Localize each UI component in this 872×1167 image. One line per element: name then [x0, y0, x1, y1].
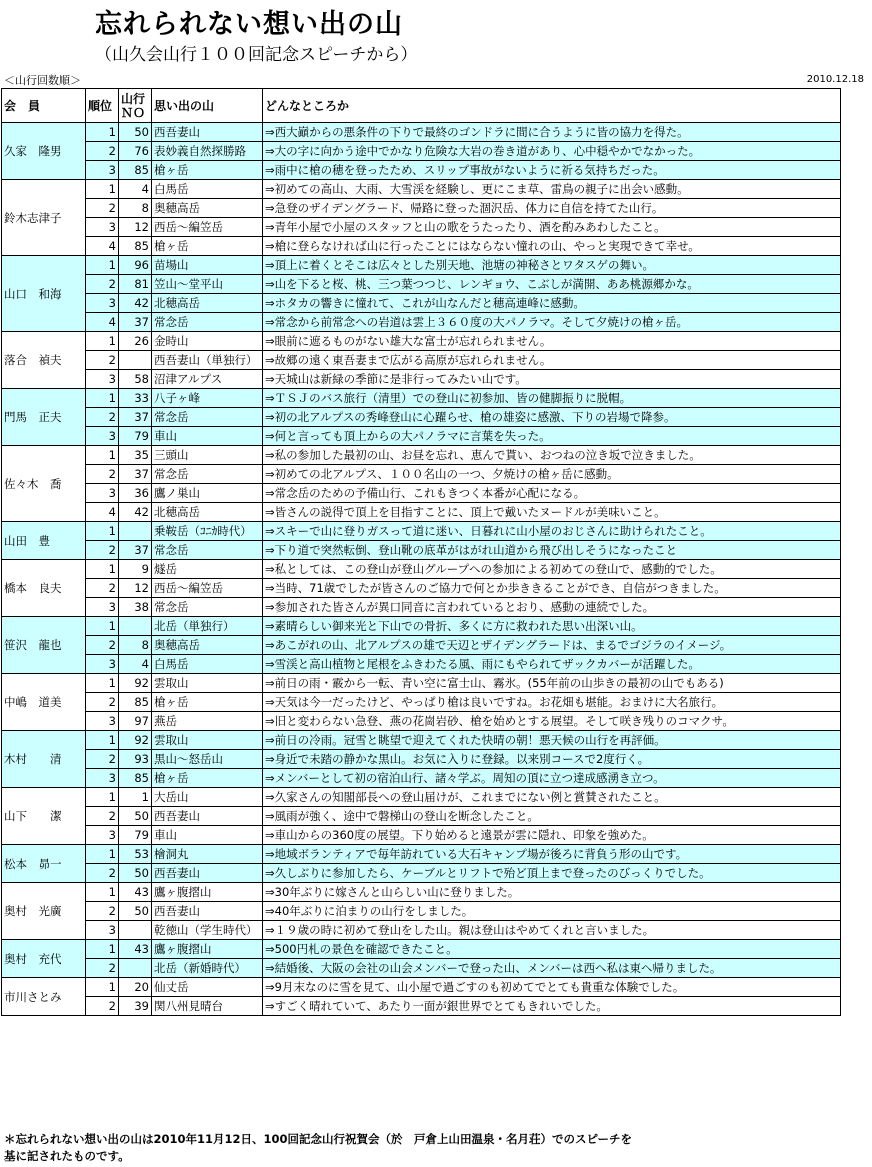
table-row	[2, 427, 841, 446]
trip-no-cell: 1	[119, 788, 152, 807]
table-row	[2, 465, 841, 484]
mountain-cell: 槍ヶ岳	[152, 161, 263, 180]
mountain-cell: 仙丈岳	[152, 978, 263, 997]
member-name: 山田 豊	[2, 522, 86, 560]
trip-no-cell: 81	[119, 275, 152, 294]
member-name: 鈴木志津子	[2, 180, 86, 256]
trip-no-cell	[119, 522, 152, 541]
table-row	[2, 940, 841, 959]
mountain-cell: 西岳～編笠岳	[152, 579, 263, 598]
mountain-cell: 乗鞍岳（ｺﾆｶ時代）	[152, 522, 263, 541]
trip-no-cell: 8	[119, 199, 152, 218]
mountain-cell: 大岳山	[152, 788, 263, 807]
rank-cell: 3	[86, 370, 119, 389]
description-cell: ⇒何と言っても頂上からの大パノラマに言葉を失った。	[263, 427, 841, 446]
footnote	[4, 1131, 632, 1165]
table-row	[2, 351, 841, 370]
description-cell: ⇒風雨が強く、途中で磐梯山の登山を断念したこと。	[263, 807, 841, 826]
table-row	[2, 237, 841, 256]
rank-cell: 2	[86, 351, 119, 370]
trip-no-cell: 85	[119, 237, 152, 256]
trip-no-cell: 53	[119, 845, 152, 864]
description-cell: ⇒車山からの360度の展望。下り始めると遠景が雲に隠れ、印象を強めた。	[263, 826, 841, 845]
trip-no-cell: 85	[119, 161, 152, 180]
description-cell: ⇒ホタカの響きに憧れて、これが山なんだと穂高連峰に感動。	[263, 294, 841, 313]
mountain-cell: 鷹ヶ腹摺山	[152, 940, 263, 959]
memories-table	[1, 88, 841, 1016]
rank-cell: 1	[86, 123, 119, 142]
trip-no-cell: 76	[119, 142, 152, 161]
trip-no-cell: 85	[119, 693, 152, 712]
table-row	[2, 750, 841, 769]
description-cell: ⇒初めての北アルプス、１００名山の一つ、夕焼けの槍ヶ岳に感動。	[263, 465, 841, 484]
trip-no-cell	[119, 351, 152, 370]
table-body	[2, 123, 841, 1016]
table-row	[2, 294, 841, 313]
table-row	[2, 617, 841, 636]
header-trip-no: 山行 ＮＯ	[119, 89, 152, 123]
table-row	[2, 845, 841, 864]
mountain-cell: 常念岳	[152, 465, 263, 484]
mountain-cell: 雲取山	[152, 731, 263, 750]
rank-cell: 2	[86, 636, 119, 655]
rank-cell: 1	[86, 731, 119, 750]
trip-no-cell: 37	[119, 465, 152, 484]
description-cell: ⇒地域ボランティアで毎年訪れている大石キャンプ場が後ろに背負う形の山です。	[263, 845, 841, 864]
description-cell: ⇒久しぶりに参加したら、ケーブルとリフトで殆ど頂上まで登ったのびっくりでした。	[263, 864, 841, 883]
description-cell: ⇒私の参加した最初の山、お昼を忘れ、恵んで貰い、おつねの泣き坂で泣きました。	[263, 446, 841, 465]
rank-cell: 1	[86, 522, 119, 541]
mountain-cell: 白馬岳	[152, 655, 263, 674]
table-row	[2, 807, 841, 826]
description-cell: ⇒9月末なのに雪を見て、山小屋で過ごすのも初めてでとても貴重な体験でした。	[263, 978, 841, 997]
rank-cell: 1	[86, 883, 119, 902]
table-row	[2, 579, 841, 598]
rank-cell: 2	[86, 693, 119, 712]
page-title: 忘れられない想い出の山	[95, 9, 403, 40]
table-row	[2, 731, 841, 750]
mountain-cell: 苗場山	[152, 256, 263, 275]
footnote-line-1: ＊忘れられない想い出の山は2010年11月12日、100回記念山行祝賀会（於 戸倉上山田温泉・名月荘）でのスピーチを	[4, 1132, 633, 1146]
trip-no-cell: 97	[119, 712, 152, 731]
trip-no-cell: 92	[119, 731, 152, 750]
member-name: 市川さとみ	[2, 978, 86, 1016]
trip-no-cell: 42	[119, 294, 152, 313]
table-row	[2, 921, 841, 940]
trip-no-cell: 26	[119, 332, 152, 351]
description-cell: ⇒結婚後、大阪の会社の山会メンバーで登った山、メンバーは西へ私は東へ帰りました。	[263, 959, 841, 978]
trip-no-cell: 35	[119, 446, 152, 465]
table-row	[2, 693, 841, 712]
member-name: 奥村 充代	[2, 940, 86, 978]
trip-no-cell: 38	[119, 598, 152, 617]
mountain-cell: 北岳（単独行）	[152, 617, 263, 636]
description-cell: ⇒40年ぶりに泊まりの山行をしました。	[263, 902, 841, 921]
mountain-cell: 槍ヶ岳	[152, 693, 263, 712]
rank-cell: 2	[86, 864, 119, 883]
page-subtitle: （山久会山行１００回記念スピーチから）	[95, 45, 418, 65]
rank-cell: 2	[86, 465, 119, 484]
member-name: 久家 隆男	[2, 123, 86, 180]
table-row	[2, 218, 841, 237]
description-cell: ⇒１９歳の時に初めて登山をした山。親は登山はやめてくれと言いました。	[263, 921, 841, 940]
mountain-cell: 燕岳	[152, 712, 263, 731]
trip-no-cell: 96	[119, 256, 152, 275]
rank-cell: 1	[86, 332, 119, 351]
description-cell: ⇒青年小屋で小屋のスタッフと山の歌をうたったり、酒を酌みあわしたこと。	[263, 218, 841, 237]
mountain-cell: 表妙義自然探勝路	[152, 142, 263, 161]
mountain-cell: 北岳（新婚時代）	[152, 959, 263, 978]
description-cell: ⇒500円札の景色を確認できたこと。	[263, 940, 841, 959]
header-description: どんなところか	[263, 89, 841, 123]
description-cell: ⇒雪渓と高山植物と尾根をふきわたる風、雨にもやられてザックカバーが活躍した。	[263, 655, 841, 674]
mountain-cell: 西吾妻山（単独行）	[152, 351, 263, 370]
rank-cell: 2	[86, 807, 119, 826]
description-cell: ⇒素晴らしい御来光と下山での骨折、多くに方に救われた思い出深い山。	[263, 617, 841, 636]
description-cell: ⇒旧と変わらない急登、燕の花崗岩砂、槍を始めとする展望。そして咲き残りのコマクサ。	[263, 712, 841, 731]
table-row	[2, 256, 841, 275]
description-cell: ⇒大の字に向かう途中でかなり危険な大岩の巻き道があり、心中穏やかでなかった。	[263, 142, 841, 161]
mountain-cell: 西吾妻山	[152, 864, 263, 883]
rank-cell: 2	[86, 997, 119, 1016]
table-row	[2, 446, 841, 465]
trip-no-cell: 8	[119, 636, 152, 655]
trip-no-cell	[119, 959, 152, 978]
trip-no-cell: 50	[119, 807, 152, 826]
table-row	[2, 674, 841, 693]
trip-no-cell: 9	[119, 560, 152, 579]
table-row	[2, 370, 841, 389]
description-cell: ⇒天気は今一だったけど、やっぱり槍は良いですね。お花畑も堪能。おまけに大名旅行。	[263, 693, 841, 712]
rank-cell: 4	[86, 237, 119, 256]
rank-cell: 1	[86, 940, 119, 959]
description-cell: ⇒当時、71歳でしたが皆さんのご協力で何とか歩ききることができ、自信がつきました。	[263, 579, 841, 598]
table-row	[2, 161, 841, 180]
description-cell: ⇒前日の冷雨。冠雪と眺望で迎えてくれた快晴の朝！悪天候の山行を再評価。	[263, 731, 841, 750]
trip-no-cell: 4	[119, 655, 152, 674]
rank-cell: 2	[86, 902, 119, 921]
rank-cell: 4	[86, 313, 119, 332]
description-cell: ⇒下り道で突然転倒、登山靴の底革がはがれ山道から飛び出しそうになったこと	[263, 541, 841, 560]
mountain-cell: 車山	[152, 427, 263, 446]
mountain-cell: 奥穂高岳	[152, 636, 263, 655]
description-cell: ⇒槍に登らなければ山に行ったことにはならない憧れの山、やっと実現できて幸せ。	[263, 237, 841, 256]
trip-no-cell: 20	[119, 978, 152, 997]
rank-cell: 1	[86, 180, 119, 199]
description-cell: ⇒頂上に着くとそこは広々とした別天地、池塘の神秘さとワタスゲの舞い。	[263, 256, 841, 275]
table-row	[2, 560, 841, 579]
description-cell: ⇒皆さんの説得で頂上を目指すことに、頂上で戴いたヌードルが美味いこと。	[263, 503, 841, 522]
table-row	[2, 199, 841, 218]
description-cell: ⇒天城山は新緑の季節に是非行ってみたい山です。	[263, 370, 841, 389]
member-name: 山口 和海	[2, 256, 86, 332]
description-cell: ⇒30年ぶりに嫁さんと山らしい山に登りました。	[263, 883, 841, 902]
table-row	[2, 598, 841, 617]
rank-cell: 2	[86, 142, 119, 161]
table-row	[2, 788, 841, 807]
trip-no-cell: 43	[119, 940, 152, 959]
rank-cell: 2	[86, 275, 119, 294]
footnote-line-2: 基に記されたものです。	[4, 1149, 130, 1163]
rank-cell: 3	[86, 921, 119, 940]
mountain-cell: 八子ヶ峰	[152, 389, 263, 408]
member-name: 門馬 正夫	[2, 389, 86, 446]
description-cell: ⇒常念岳のための予備山行、これもきつく本番が心配になる。	[263, 484, 841, 503]
member-name: 山下 潔	[2, 788, 86, 845]
trip-no-cell: 79	[119, 427, 152, 446]
trip-no-cell: 37	[119, 408, 152, 427]
mountain-cell: 関八州見晴台	[152, 997, 263, 1016]
trip-no-cell: 37	[119, 313, 152, 332]
mountain-cell: 常念岳	[152, 598, 263, 617]
description-cell: ⇒雨中に槍の穂を登ったため、スリップ事故がないように祈る気持ちだった。	[263, 161, 841, 180]
rank-cell: 1	[86, 389, 119, 408]
description-cell: ⇒西大巓からの悪条件の下りで最終のゴンドラに間に合うように皆の協力を得た。	[263, 123, 841, 142]
mountain-cell: 北穂高岳	[152, 294, 263, 313]
rank-cell: 3	[86, 218, 119, 237]
date-label: 2010.12.18	[806, 74, 864, 85]
trip-no-cell: 39	[119, 997, 152, 1016]
rank-cell: 4	[86, 503, 119, 522]
mountain-cell: 三頭山	[152, 446, 263, 465]
rank-cell: 2	[86, 541, 119, 560]
table-row	[2, 123, 841, 142]
table-row	[2, 503, 841, 522]
trip-no-cell: 85	[119, 769, 152, 788]
table-row	[2, 826, 841, 845]
mountain-cell: 常念岳	[152, 541, 263, 560]
order-note: ＜山行回数順＞	[4, 74, 81, 87]
description-cell: ⇒前日の雨・霰から一転、青い空に富士山、霧氷。(55年前の山歩きの最初の山でもある)	[263, 674, 841, 693]
table-row	[2, 313, 841, 332]
mountain-cell: 常念岳	[152, 408, 263, 427]
table-row	[2, 883, 841, 902]
member-name: 奥村 光廣	[2, 883, 86, 940]
rank-cell: 1	[86, 845, 119, 864]
mountain-cell: 車山	[152, 826, 263, 845]
description-cell: ⇒参加された皆さんが異口同音に言われているとおり、感動の連続でした。	[263, 598, 841, 617]
table-row	[2, 484, 841, 503]
rank-cell: 1	[86, 674, 119, 693]
rank-cell: 3	[86, 769, 119, 788]
trip-no-cell: 92	[119, 674, 152, 693]
description-cell: ⇒久家さんの知閣部長への登山届けが、これまでにない例と賞賛されたこと。	[263, 788, 841, 807]
description-cell: ⇒メンバーとして初の宿泊山行、諸々学ぶ。周知の頂に立つ達成感湧き立つ。	[263, 769, 841, 788]
rank-cell: 3	[86, 598, 119, 617]
table-row	[2, 275, 841, 294]
mountain-cell: 黒山～怒岳山	[152, 750, 263, 769]
trip-no-cell: 42	[119, 503, 152, 522]
trip-no-cell: 12	[119, 579, 152, 598]
rank-cell: 1	[86, 788, 119, 807]
member-name: 笹沢 龍也	[2, 617, 86, 674]
member-name: 佐々木 喬	[2, 446, 86, 522]
rank-cell: 3	[86, 294, 119, 313]
table-row	[2, 978, 841, 997]
table-row	[2, 769, 841, 788]
mountain-cell: 槍ヶ岳	[152, 769, 263, 788]
mountain-cell: 常念岳	[152, 313, 263, 332]
mountain-cell: 笠山～堂平山	[152, 275, 263, 294]
description-cell: ⇒ＴＳＪのバス旅行（清里）での登山に初参加、皆の健脚振りに脱帽。	[263, 389, 841, 408]
description-cell: ⇒急登のザイデングラード、帰路に登った涸沢岳、体力に自信を持てた山行。	[263, 199, 841, 218]
table-row	[2, 959, 841, 978]
description-cell: ⇒初めての高山、大雨、大雪渓を経験し、更にこま草、雷鳥の親子に出会い感動。	[263, 180, 841, 199]
rank-cell: 2	[86, 408, 119, 427]
mountain-cell: 沼津アルプス	[152, 370, 263, 389]
mountain-cell: 鷹ノ巣山	[152, 484, 263, 503]
trip-no-cell: 33	[119, 389, 152, 408]
trip-no-cell: 50	[119, 902, 152, 921]
rank-cell: 2	[86, 199, 119, 218]
rank-cell: 3	[86, 161, 119, 180]
description-cell: ⇒すごく晴れていて、あたり一面が銀世界でとてもきれいでした。	[263, 997, 841, 1016]
header-row	[2, 89, 841, 123]
trip-no-cell: 36	[119, 484, 152, 503]
table-row	[2, 541, 841, 560]
description-cell: ⇒初の北アルプスの秀峰登山に心躍らせ、槍の雄姿に感激、下りの岩場で降参。	[263, 408, 841, 427]
trip-no-cell	[119, 617, 152, 636]
table-row	[2, 522, 841, 541]
mountain-cell: 雲取山	[152, 674, 263, 693]
rank-cell: 2	[86, 750, 119, 769]
mountain-cell: 鷹ヶ腹摺山	[152, 883, 263, 902]
rank-cell: 3	[86, 655, 119, 674]
member-name: 中嶋 道美	[2, 674, 86, 731]
member-name: 落合 禎夫	[2, 332, 86, 389]
trip-no-cell	[119, 921, 152, 940]
table-row	[2, 864, 841, 883]
header-mountain: 思い出の山	[152, 89, 263, 123]
rank-cell: 1	[86, 446, 119, 465]
trip-no-cell: 43	[119, 883, 152, 902]
mountain-cell: 北穂高岳	[152, 503, 263, 522]
trip-no-cell: 79	[119, 826, 152, 845]
description-cell: ⇒眼前に遮るものがない雄大な富士が忘れられません。	[263, 332, 841, 351]
rank-cell: 2	[86, 959, 119, 978]
table-row	[2, 389, 841, 408]
rank-cell: 1	[86, 560, 119, 579]
mountain-cell: 槍ヶ岳	[152, 237, 263, 256]
description-cell: ⇒山を下ると桜、桃、三つ葉つつじ、レンギョウ、こぶしが満開、ああ桃源郷かな。	[263, 275, 841, 294]
rank-cell: 3	[86, 712, 119, 731]
mountain-cell: 乾徳山（学生時代）	[152, 921, 263, 940]
rank-cell: 3	[86, 427, 119, 446]
mountain-cell: 奥穂高岳	[152, 199, 263, 218]
description-cell: ⇒身近で未踏の静かな黒山。お気に入りに登録。以来別コースで2度行く。	[263, 750, 841, 769]
rank-cell: 1	[86, 256, 119, 275]
table-row	[2, 655, 841, 674]
trip-no-cell: 4	[119, 180, 152, 199]
trip-no-cell: 50	[119, 123, 152, 142]
table-row	[2, 636, 841, 655]
mountain-cell: 白馬岳	[152, 180, 263, 199]
table-row	[2, 332, 841, 351]
description-cell: ⇒あこがれの山、北アルプスの雄で天辺とザイデングラードは、まるでゴジラのイメージ。	[263, 636, 841, 655]
table-row	[2, 902, 841, 921]
table-row	[2, 997, 841, 1016]
mountain-cell: 西岳～編笠岳	[152, 218, 263, 237]
header-member: 会 員	[2, 89, 86, 123]
trip-no-cell: 58	[119, 370, 152, 389]
mountain-cell: 西吾妻山	[152, 902, 263, 921]
description-cell: ⇒私としては、この登山が登山グループへの参加による初めての登山で、感動的でした。	[263, 560, 841, 579]
rank-cell: 1	[86, 617, 119, 636]
rank-cell: 2	[86, 579, 119, 598]
table-row	[2, 142, 841, 161]
table-row	[2, 408, 841, 427]
rank-cell: 3	[86, 826, 119, 845]
member-name: 木村 清	[2, 731, 86, 788]
mountain-cell: 西吾妻山	[152, 807, 263, 826]
table-row	[2, 712, 841, 731]
mountain-cell: 檜洞丸	[152, 845, 263, 864]
rank-cell: 3	[86, 484, 119, 503]
table-row	[2, 180, 841, 199]
trip-no-cell: 50	[119, 864, 152, 883]
description-cell: ⇒スキーで山に登りガスって道に迷い、日暮れに山小屋のおじさんに助けられたこと。	[263, 522, 841, 541]
trip-no-cell: 37	[119, 541, 152, 560]
mountain-cell: 西吾妻山	[152, 123, 263, 142]
description-cell: ⇒故郷の遠く東吾妻まで広がる高原が忘れられません。	[263, 351, 841, 370]
header-rank: 順位	[86, 89, 119, 123]
mountain-cell: 金時山	[152, 332, 263, 351]
mountain-cell: 燧岳	[152, 560, 263, 579]
member-name: 松本 昴一	[2, 845, 86, 883]
member-name: 橋本 良夫	[2, 560, 86, 617]
description-cell: ⇒常念から前常念への岩道は雲上３６０度の大パノラマ。そして夕焼けの槍ヶ岳。	[263, 313, 841, 332]
trip-no-cell: 93	[119, 750, 152, 769]
rank-cell: 1	[86, 978, 119, 997]
trip-no-cell: 12	[119, 218, 152, 237]
